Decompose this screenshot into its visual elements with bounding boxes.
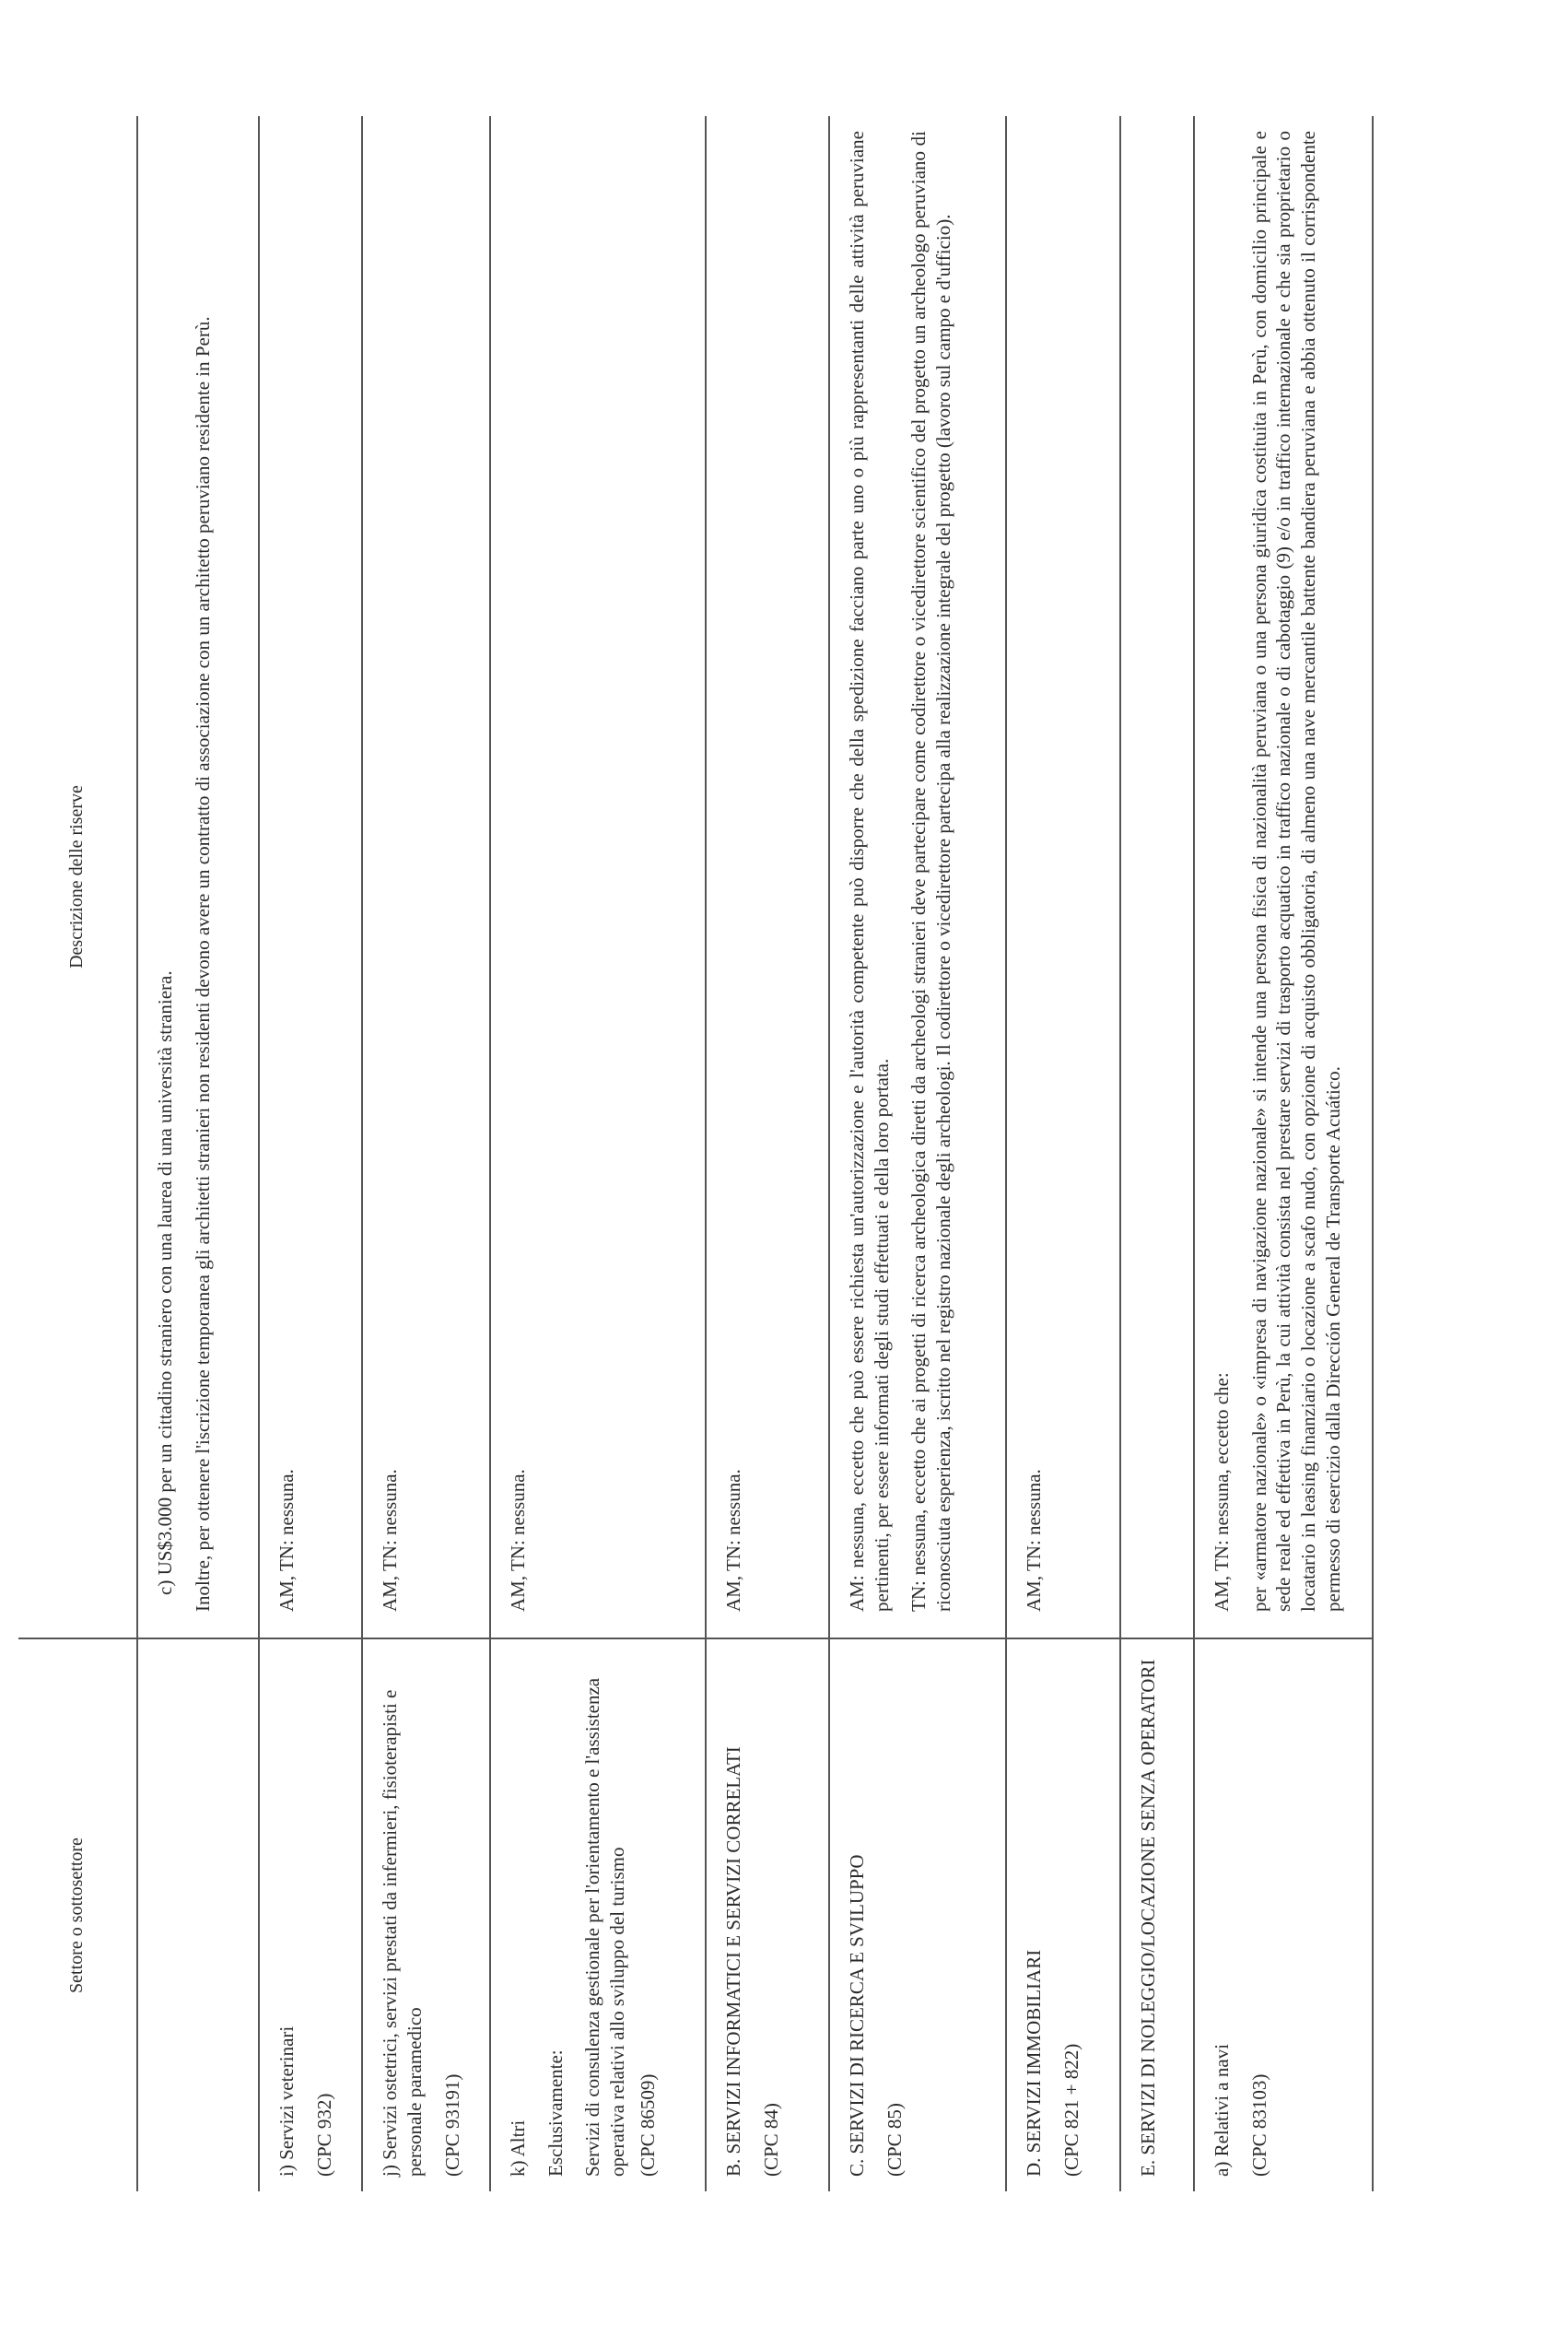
description-text: AM, TN: nessuna. <box>1022 1469 1045 1612</box>
sector-title: j) Servizi ostetrici, servizi prestati da infermieri, fisioterapisti e personale paramedico <box>379 1689 426 2177</box>
sector-cell <box>490 1638 706 2191</box>
description-text: Inoltre, per ottenere l'iscrizione temporanea gli architetti stranieri non residenti devono avere un contratto di associazione con un architetto peruviano residente in Perù. <box>191 316 214 1612</box>
description-text: AM, TN: nessuna. <box>506 1469 529 1612</box>
table-row <box>706 116 829 2191</box>
description-cell <box>829 116 1006 1638</box>
description-cell <box>706 116 829 1638</box>
sector-cell <box>362 1638 490 2191</box>
header-description: Descrizione delle riserve <box>18 116 137 1638</box>
description-cell <box>259 116 362 1638</box>
table-row <box>259 116 362 2191</box>
description-cell <box>137 116 259 1638</box>
description-text: AM, TN: nessuna, eccetto che: <box>1210 1372 1233 1612</box>
description-cell <box>1194 116 1373 1638</box>
sector-qualifier: Esclusivamente: <box>544 2049 567 2177</box>
reservations-table <box>18 116 1374 2191</box>
table-row <box>1194 116 1373 2191</box>
header-sector: Settore o sottosettore <box>18 1638 137 2191</box>
sector-cell <box>1120 1638 1194 2191</box>
sector-title: a) Relativi a navi <box>1210 2043 1233 2177</box>
description-cell <box>1006 116 1120 1638</box>
table-row <box>829 116 1006 2191</box>
cpc-code: (CPC 932) <box>312 2093 335 2177</box>
table-header-row <box>18 116 137 2191</box>
description-cell <box>490 116 706 1638</box>
description-text: TN: nessuna, eccetto che ai progetti di ricerca archeologica diretti da archeologi stranieri deve partecipare come codirettore o vicedirettore scientifico del progetto un archeologo peruviano di riconosciuta esperienza, iscritto nel registro nazionale degli archeologi. Il codirettore o vicedirettore partecipa alla realizzazione integrale del progetto (lavoro sul campo e d'ufficio). <box>907 131 955 1612</box>
sector-cell <box>259 1638 362 2191</box>
cpc-code: (CPC 93191) <box>440 2073 463 2177</box>
cpc-code: (CPC 83103) <box>1247 2073 1270 2177</box>
cpc-code: (CPC 85) <box>883 2103 906 2177</box>
sector-title: E. SERVIZI DI NOLEGGIO/LOCAZIONE SENZA OPERATORI <box>1136 1659 1159 2177</box>
sector-cell <box>706 1638 829 2191</box>
description-text: AM: nessuna, eccetto che può essere richiesta un'autorizzazione e l'autorità competente può disporre che della spedizione facciano parte uno o più rappresentanti delle attività peruviane pertinenti, per essere informati degli studi effettuati e della loro portata. <box>845 131 893 1612</box>
table-row <box>362 116 490 2191</box>
description-cell <box>1120 116 1194 1638</box>
description-text: AM, TN: nessuna. <box>275 1469 298 1612</box>
description-text: AM, TN: nessuna. <box>721 1469 744 1612</box>
table-row <box>1120 116 1194 2191</box>
description-cell <box>362 116 490 1638</box>
description-text: c) US$3.000 per un cittadino straniero con una laurea di una università straniera. <box>154 970 176 1595</box>
sector-cell <box>137 1638 259 2191</box>
sector-title: D. SERVIZI IMMOBILIARI <box>1022 1949 1045 2177</box>
sector-cell <box>1006 1638 1120 2191</box>
sector-cell <box>1194 1638 1373 2191</box>
cpc-code: (CPC 86509) <box>637 2073 660 2177</box>
table-row <box>490 116 706 2191</box>
description-text: AM, TN: nessuna. <box>379 1469 401 1612</box>
cpc-code: (CPC 821 + 822) <box>1059 2043 1082 2177</box>
cpc-code: (CPC 84) <box>759 2103 782 2177</box>
sector-cell <box>829 1638 1006 2191</box>
description-text: per «armatore nazionale» o «impresa di navigazione nazionale» si intende una persona fisica di nazionalità peruviana o una persona giuridica costituita in Perù, con domicilio principale e sede reale ed effettiva in Perù, la cui attività consista nel prestare servizi di trasporto acquatico in traffico nazionale o di cabotaggio (9) e/o in traffico internazionale e che sia proprietario o locatario in leasing finanziario o locazione a scafo nudo, con opzione di acquisto obbligatoria, di almeno una nave mercantile battente bandiera peruviana e abbia ottenuto il corrispondente permesso di esercizio dalla Dirección General de Transporte Acuático. <box>1247 131 1345 1612</box>
sector-detail: Servizi di consulenza gestionale per l'orientamento e l'assistenza operativa relativi allo sviluppo del turismo <box>581 1677 629 2177</box>
sector-title: i) Servizi veterinari <box>275 2025 298 2177</box>
table-row <box>137 116 259 2191</box>
sector-title: B. SERVIZI INFORMATICI E SERVIZI CORRELATI <box>721 1746 744 2177</box>
table-row <box>1006 116 1120 2191</box>
sector-title: C. SERVIZI DI RICERCA E SVILUPPO <box>845 1854 868 2177</box>
sector-title: k) Altri <box>506 2119 529 2177</box>
